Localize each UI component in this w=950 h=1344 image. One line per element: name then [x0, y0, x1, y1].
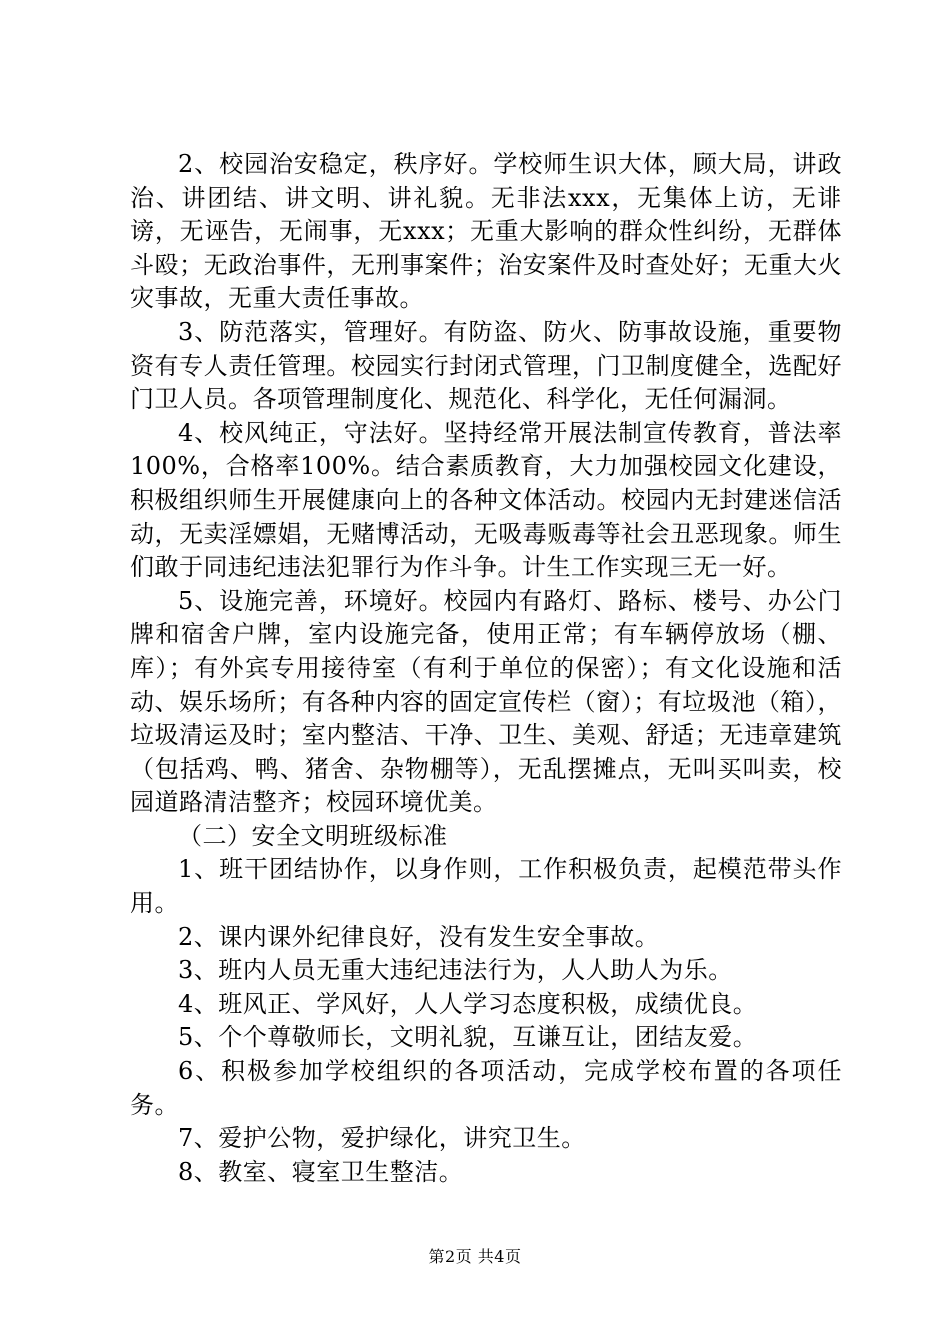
class-standard-item: 6、积极参加学校组织的各项活动，完成学校布置的各项任务。 [130, 1057, 842, 1119]
paragraph-school-spirit: 4、校风纯正，守法好。坚持经常开展法制宣传教育，普法率100%，合格率100%。结合素质教育，大力加强校园文化建设，积极组织师生开展健康向上的各种文体活动。校园内无封建迷信活动，无卖淫嫖娼，无赌博活动，无吸毒贩毒等社会丑恶现象。师生们敢于同违纪违法犯罪行为作斗争。计生工作实现三无一好。 [130, 418, 842, 582]
class-standard-item: 1、班干团结协作，以身作则，工作积极负责，起模范带头作用。 [130, 855, 842, 918]
section-heading: （二）安全文明班级标准 [178, 821, 448, 850]
class-standard-item: 8、教室、寝室卫生整洁。 [178, 1157, 464, 1186]
page-number-footer: 第2页 共4页 [428, 1247, 522, 1266]
class-standard-item: 5、个个尊敬师长，文明礼貌，互谦互让，团结友爱。 [178, 1023, 758, 1052]
class-standard-item: 4、班风正、学风好，人人学习态度积极，成绩优良。 [178, 989, 758, 1018]
class-standard-item: 7、爱护公物，爱护绿化，讲究卫生。 [178, 1124, 586, 1153]
paragraph-campus-security: 2、校园治安稳定，秩序好。学校师生识大体，顾大局，讲政治、讲团结、讲文明、讲礼貌。无非法xxx，无集体上访，无诽谤，无诬告，无闹事，无xxx；无重大影响的群众性纠纷，无群体斗殴；无政治事件，无刑事案件；治安案件及时查处好；无重大火灾事故，无重大责任事故。 [130, 150, 842, 313]
paragraph-prevention: 3、防范落实，管理好。有防盗、防火、防事故设施，重要物资有专人责任管理。校园实行封闭式管理，门卫制度健全，选配好门卫人员。各项管理制度化、规范化、科学化，无任何漏洞。 [130, 317, 842, 414]
class-standard-item: 2、课内课外纪律良好，没有发生安全事故。 [178, 922, 660, 951]
paragraph-facilities: 5、设施完善，环境好。校园内有路灯、路标、楼号、办公门牌和宿舍户牌，室内设施完备，使用正常；有车辆停放场（棚、库）；有外宾专用接待室（有利于单位的保密）；有文化设施和活动、娱乐场所；有各种内容的固定宣传栏（窗）；有垃圾池（箱），垃圾清运及时；室内整洁、干净、卫生、美观、舒适；无违章建筑（包括鸡、鸭、猪舍、杂物棚等），无乱摆摊点，无叫买叫卖，校园道路清洁整齐；校园环境优美。 [130, 586, 842, 817]
document-body [130, 148, 842, 1189]
class-standard-item: 3、班内人员无重大违纪违法行为，人人助人为乐。 [178, 956, 733, 985]
